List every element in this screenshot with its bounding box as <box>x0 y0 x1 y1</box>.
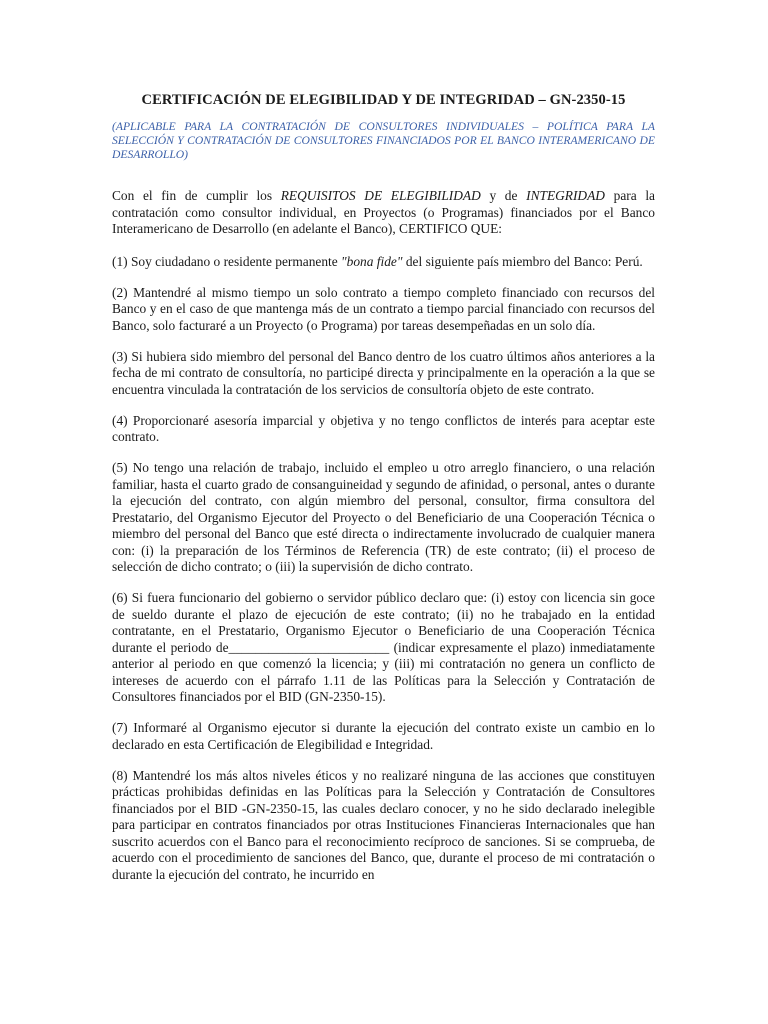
item-4-paragraph: (4) Proporcionaré asesoría imparcial y objetiva y no tengo conflictos de interés para aceptar este contrato. <box>112 412 655 444</box>
item-8-paragraph: (8) Mantendré los más altos niveles éticos y no realizaré ninguna de las acciones que constituyen prácticas prohibidas definidas en las Políticas para la Selección y Contratación de Consultores financiados por el BID -GN-2350-15, las cuales declaro conocer, y no he sido declarado inelegible para participar en contratos financiados por otras Instituciones Financieras Internacionales que han suscrito acuerdos con el Banco para el reconocimiento recíproco de sanciones. Si se comprueba, de acuerdo con el procedimiento de sanciones del Banco, que, durante el proceso de mi contratación o durante la ejecución del contrato, he incurrido en <box>112 767 655 882</box>
intro-emphasis-eligibility: REQUISITOS DE ELEGIBILIDAD <box>280 188 481 203</box>
item-5-paragraph: (5) No tengo una relación de trabajo, incluido el empleo u otro arreglo financiero, o una relación familiar, hasta el cuarto grado de consanguineidad y segundo de afinidad, o personal, antes o durante la ejecución del contrato, con algún miembro del personal, consultor, firma consultora del Prestatario, del Organismo Ejecutor del Proyecto o del Beneficiario de una Cooperación Técnica o miembro del personal del Banco que esté directa o indirectamente involucrado de cualquier manera con: (i) la preparación de los Términos de Referencia (TR) de este contrato; (ii) el proceso de selección de dicho contrato; o (iii) la supervisión de dicho contrato. <box>112 460 655 574</box>
intro-paragraph <box>112 188 655 238</box>
intro-text-1: Con el fin de cumplir los <box>112 188 281 203</box>
item-7-paragraph: (7) Informaré al Organismo ejecutor si durante la ejecución del contrato existe un cambio en lo declarado en esta Certificación de Elegibilidad e Integridad. <box>112 720 655 752</box>
page-title: CERTIFICACIÓN DE ELEGIBILIDAD Y DE INTEGRIDAD – GN-2350-15 <box>141 92 626 108</box>
document-body <box>112 92 655 898</box>
item-1-paragraph <box>112 254 655 271</box>
item-1-text-1: (1) Soy ciudadano o residente permanente <box>112 253 342 269</box>
document-subtitle: (APLICABLE PARA LA CONTRATACIÓN DE CONSULTORES INDIVIDUALES – POLÍTICA PARA LA SELECCIÓN Y CONTRATACIÓN DE CONSULTORES FINANCIADOS POR EL BANCO INTERAMERICANO DE DESARROLLO) <box>112 120 655 161</box>
intro-text-2: y de <box>480 188 527 203</box>
item-1-text-2: del siguiente país miembro del Banco: Perú. <box>402 253 643 269</box>
item-3-paragraph: (3) Si hubiera sido miembro del personal del Banco dentro de los cuatro últimos años anteriores a la fecha de mi contrato de consultoría, no participé directa y principalmente en la operación a la que se encuentra vinculada la contratación de los servicios de consultoría objeto de este contrato. <box>112 348 655 397</box>
item-6-paragraph: (6) Si fuera funcionario del gobierno o servidor público declaro que: (i) estoy con licencia sin goce de sueldo durante el plazo de ejecución de este contrato; (ii) no he trabajado en la entidad contratante, en el Prestatario, Organismo Ejecutor o Beneficiario de una Cooperación Técnica durante el periodo de________________________ (indicar expresamente el plazo) inmediatamente anterior al periodo en que comenzó la licencia; y (iii) mi contratación no genera un conflicto de intereses de acuerdo con el párrafo 1.11 de las Políticas para la Selección y Contratación de Consultores financiados por el BID (GN-2350-15). <box>112 590 655 704</box>
intro-emphasis-integrity: INTEGRIDAD <box>526 188 605 203</box>
item-2-paragraph: (2) Mantendré al mismo tiempo un solo contrato a tiempo completo financiado con recursos del Banco y en el caso de que mantenga más de un contrato a tiempo parcial financiado con recursos del Banco, solo facturaré a un Proyecto (o Programa) por tareas desempeñadas en un solo día. <box>112 284 655 333</box>
item-1-emphasis: "bona fide" <box>341 253 403 269</box>
intro-text-3: para la contratación como consultor individual, en Proyectos (o Programas) financiados por el Banco Interamericano de Desarrollo (en adelante el Banco), CERTIFICO QUE: <box>112 188 655 236</box>
